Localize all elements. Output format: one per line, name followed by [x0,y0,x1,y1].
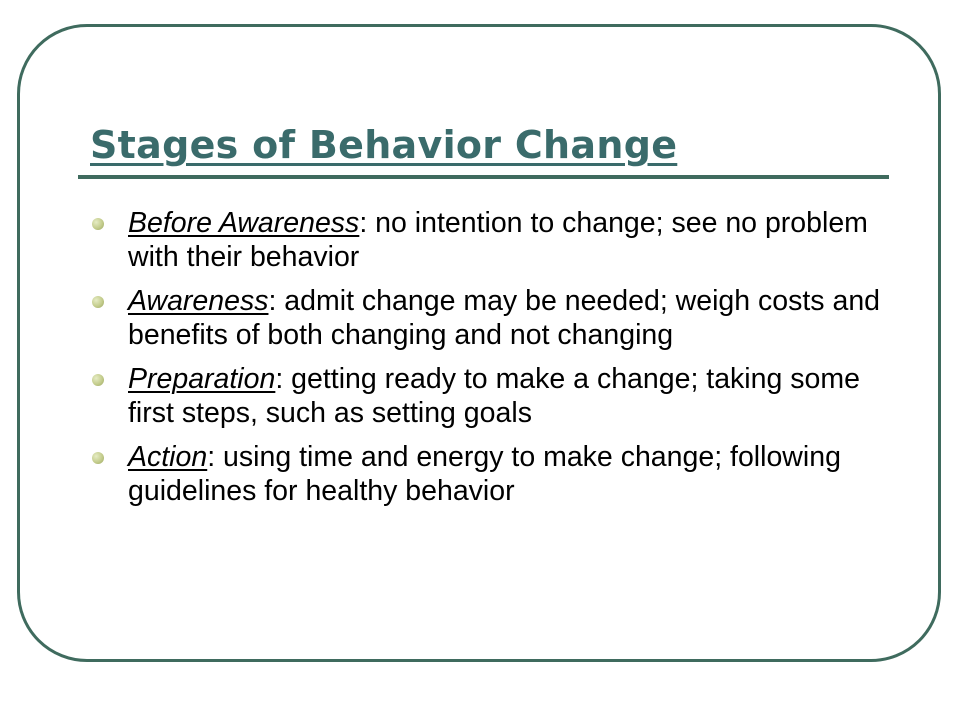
list-item [92,284,892,352]
bullet-dot-icon [92,218,104,230]
bullet-dot-icon [92,452,104,464]
stage-term: Preparation [128,363,276,395]
list-item [92,440,892,508]
stage-description: : admit change may be needed; weigh costs and benefits of both changing and not changing [128,285,881,351]
bullet-dot-icon [92,374,104,386]
list-item [92,206,892,274]
bullet-list [92,206,892,518]
stage-description: : getting ready to make a change; taking some first steps, such as setting goals [128,363,860,429]
slide-title: Stages of Behavior Change [90,123,678,167]
stage-description: : using time and energy to make change; following guidelines for healthy behavior [128,441,841,507]
stage-description: : no intention to change; see no problem with their behavior [128,207,868,273]
stage-term: Awareness [128,285,269,317]
title-divider [78,175,889,179]
bullet-dot-icon [92,296,104,308]
stage-term: Before Awareness [128,207,360,239]
list-item [92,362,892,430]
stage-term: Action [128,441,208,473]
